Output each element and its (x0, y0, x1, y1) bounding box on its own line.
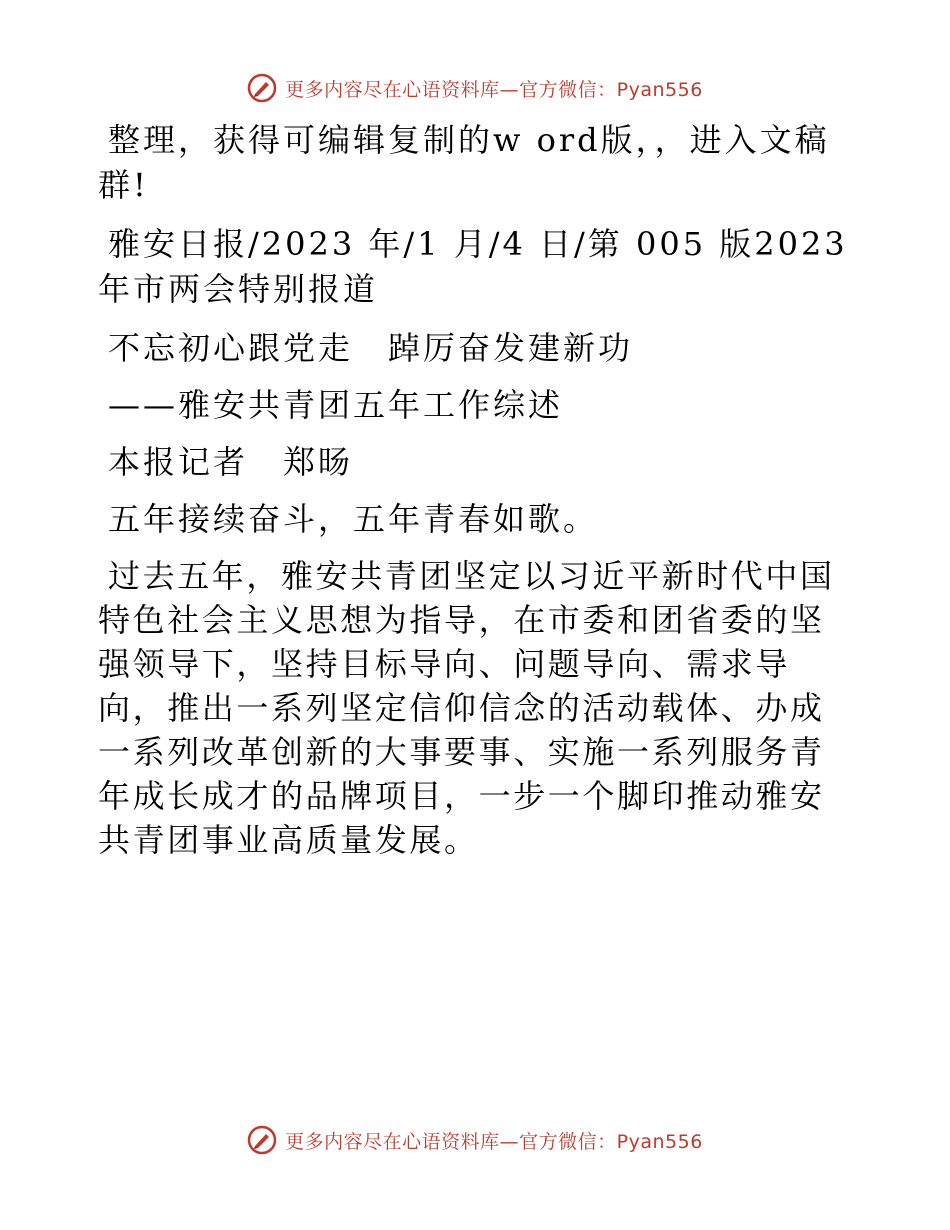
body-paragraph: 过去五年，雅安共青团坚定以习近平新时代中国特色社会主义思想为指导，在市委和团省委的坚强领导下，坚持目标导向、问题导向、需求导向，推出一系列坚定信仰信念的活动载体、办成一系列改革创新的大事要事、实施一系列服务青年成长成才的品牌项目，一步一个脚印推动雅安共青团事业高质量发展。 (98, 557, 835, 859)
intro-paragraph: 整理，获得可编辑复制的w ord版，，进入文稿群! (98, 121, 830, 204)
byline: 本报记者 郑旸 (108, 443, 354, 481)
lead-sentence: 五年接续奋斗，五年青春如歌。 (108, 500, 599, 538)
pen-icon (247, 73, 277, 103)
source-line: 雅安日报/2023 年/1 月/4 日/第 005 版2023 年市两会特别报道 (98, 225, 848, 308)
pen-icon (247, 1125, 277, 1155)
footer-watermark (0, 1120, 950, 1160)
document-body (98, 118, 858, 876)
header-watermark (0, 68, 950, 108)
article-title: 不忘初心跟党走 踔厉奋发建新功 (108, 329, 634, 367)
watermark-text: 更多内容尽在心语资料库—官方微信：Pyan556 (285, 1130, 703, 1153)
article-subtitle: ——雅安共青团五年工作综述 (108, 386, 564, 424)
watermark-text: 更多内容尽在心语资料库—官方微信：Pyan556 (285, 78, 703, 101)
